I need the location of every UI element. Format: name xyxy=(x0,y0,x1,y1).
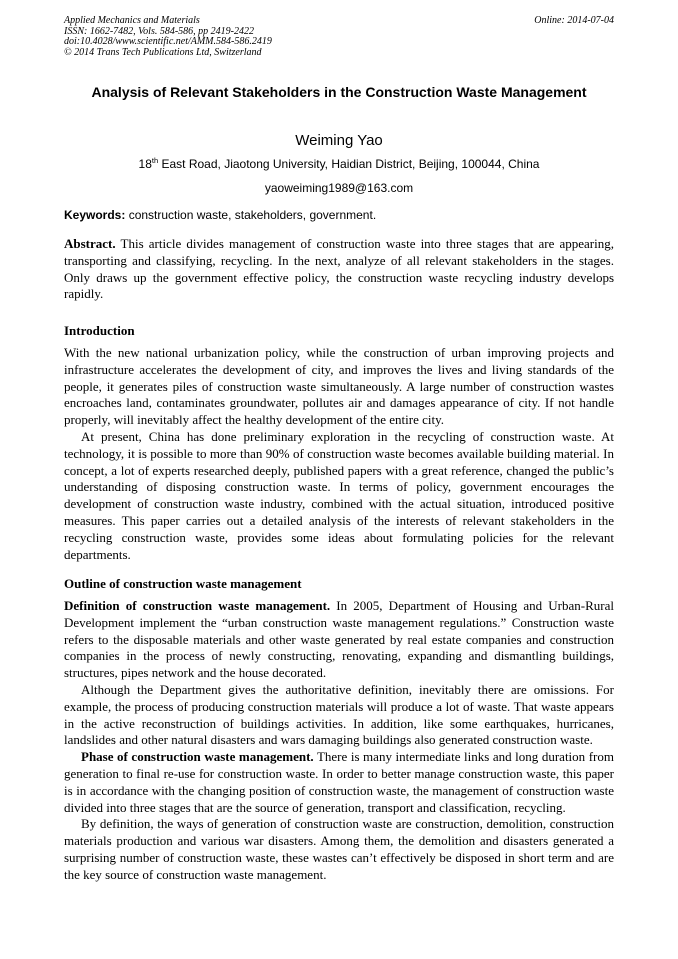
abstract-text: This article divides management of construction waste into three stages that are appearing, transporting and classifying, recycling. In the next, analyze of all relevant stakeholders in the stages. Only draws up the government effective policy, the construction waste recycling industry develops rapidly. xyxy=(64,236,614,302)
paper-title: Analysis of Relevant Stakeholders in the Construction Waste Management xyxy=(91,84,587,100)
author-email: yaoweiming1989@163.com xyxy=(264,181,414,195)
issn-line: ISSN: 1662-7482, Vols. 584-586, pp 2419-2422 xyxy=(64,25,254,37)
phase-text: There is many intermediate links and long duration from generation to final re-use for construction waste. In order to better manage construction waste, this paper is in accordance with the changing position of construction waste, the management of construction waste divided into three stages that are the source of generation, transport and classification, recycling. xyxy=(64,749,614,815)
paragraph xyxy=(64,598,614,682)
outline-section xyxy=(64,598,614,884)
author-name: Weiming Yao xyxy=(295,132,383,149)
keywords-text: construction waste, stakeholders, government. xyxy=(125,208,377,222)
outline-heading: Outline of construction waste management xyxy=(64,576,302,591)
online-date: Online: 2014-07-04 xyxy=(534,15,614,26)
abstract xyxy=(64,236,614,303)
paragraph: At present, China has done preliminary exploration in the recycling of construction waste. At technology, it is possible to more than 90% of construction waste becomes available building material. In concept, a lot of experts researched deeply, published papers with a great reference, changed the public’s understanding of disposing construction waste. In terms of policy, government encourages the development of construction waste industry, combined with the actual situation, introduced positive measures. This paper carries out a detailed analysis of the interests of relevant stakeholders in the recycling construction waste, provides some ideas about formulating policies for the relevant departments. xyxy=(64,428,614,562)
definition-text: In 2005, Department of Housing and Urban-Rural Development implement the “urban construction waste management regulations.” Construction waste refers to the disposable materials and other waste generated by real estate companies and construction companies in the process of newly constructing, renovating, expanding and dismantling buildings, structures, pipes network and the house decorated. xyxy=(64,598,614,681)
keywords-label: Keywords: xyxy=(64,208,126,222)
phase-label: Phase of construction waste management. xyxy=(81,749,314,765)
journal-name: Applied Mechanics and Materials xyxy=(64,15,200,26)
publication-header xyxy=(64,16,614,58)
paragraph: With the new national urbanization policy, while the construction of urban improving projects and infrastructure accelerates the development of city, and improves the lives and living standards of the people, it generates piles of construction waste simultaneously. A large number of construction wastes encroaches land, contaminates groundwater, pollutes air and damages appearance of city. If not handle properly, will inevitably affect the healthy development of the entire city. xyxy=(64,345,614,428)
copyright-line: © 2014 Trans Tech Publications Ltd, Switzerland xyxy=(64,46,262,58)
introduction-section xyxy=(64,345,614,563)
affiliation-number: 18 xyxy=(138,157,152,171)
affiliation-address: East Road, Jiaotong University, Haidian District, Beijing, 100044, China xyxy=(158,157,540,171)
affiliation-ordinal: th xyxy=(151,156,159,165)
paragraph xyxy=(64,749,614,816)
keywords xyxy=(64,208,614,223)
paragraph: By definition, the ways of generation of construction waste are construction, demolition, construction materials production and various war disasters. Among them, the demolition and disasters generated a surprising number of construction waste, these wastes can’t effectively be disposed in short term and are the key source of construction waste management. xyxy=(64,816,614,882)
abstract-label: Abstract. xyxy=(64,236,116,251)
affiliation xyxy=(64,157,614,172)
paragraph: Although the Department gives the authoritative definition, inevitably there are omissions. For example, the process of producing construction materials will produce a lot of waste. That waste appears in the active reconstruction of buildings activities. In addition, like some earthquakes, hurricanes, landslides and other natural disasters and wars damaging buildings also generated construction waste. xyxy=(64,681,614,748)
doi-line: doi:10.4028/www.scientific.net/AMM.584-586.2419 xyxy=(64,36,272,48)
definition-label: Definition of construction waste management. xyxy=(64,598,331,613)
introduction-heading: Introduction xyxy=(64,323,135,338)
